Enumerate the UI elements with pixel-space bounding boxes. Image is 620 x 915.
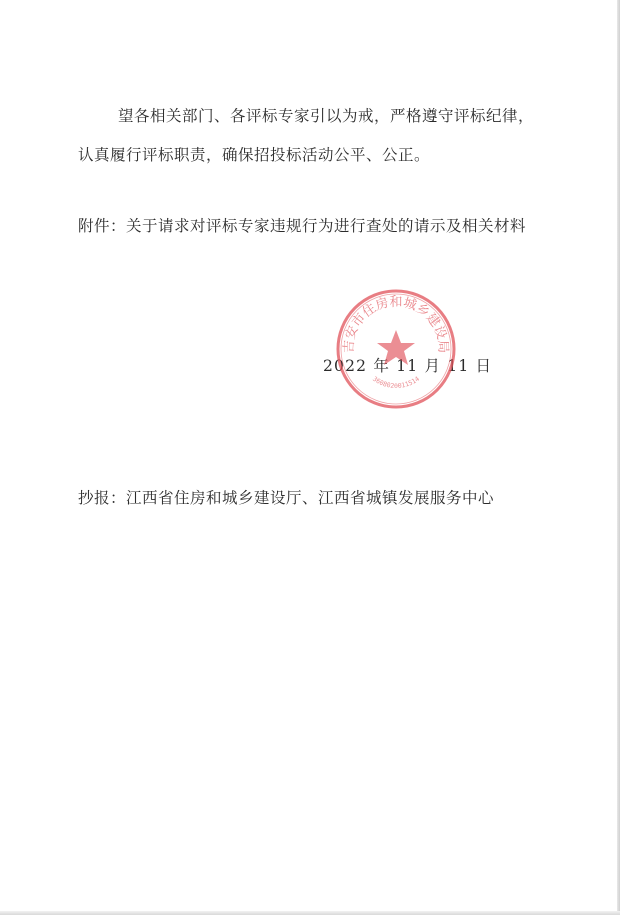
seal-ring-text: 吉安市住房和城乡建设局 [341,295,451,354]
seal-serial-number: 3608020011514 [371,374,421,391]
attachment-note: 附件：关于请求对评标专家违规行为进行查处的请示及相关材料 [78,217,527,235]
body-paragraph-line-1: 望各相关部门、各评标专家引以为戒，严格遵守评标纪律， [118,107,535,125]
body-paragraph-line-2: 认真履行评标职责，确保招投标活动公平、公正。 [78,146,431,164]
document-date: 2022 年 11 月 11 日 [323,357,493,375]
official-seal-stamp [333,286,459,412]
page-edge-bottom [0,911,620,915]
star-icon [377,330,415,365]
cc-recipients: 抄报：江西省住房和城乡建设厅、江西省城镇发展服务中心 [78,489,495,507]
